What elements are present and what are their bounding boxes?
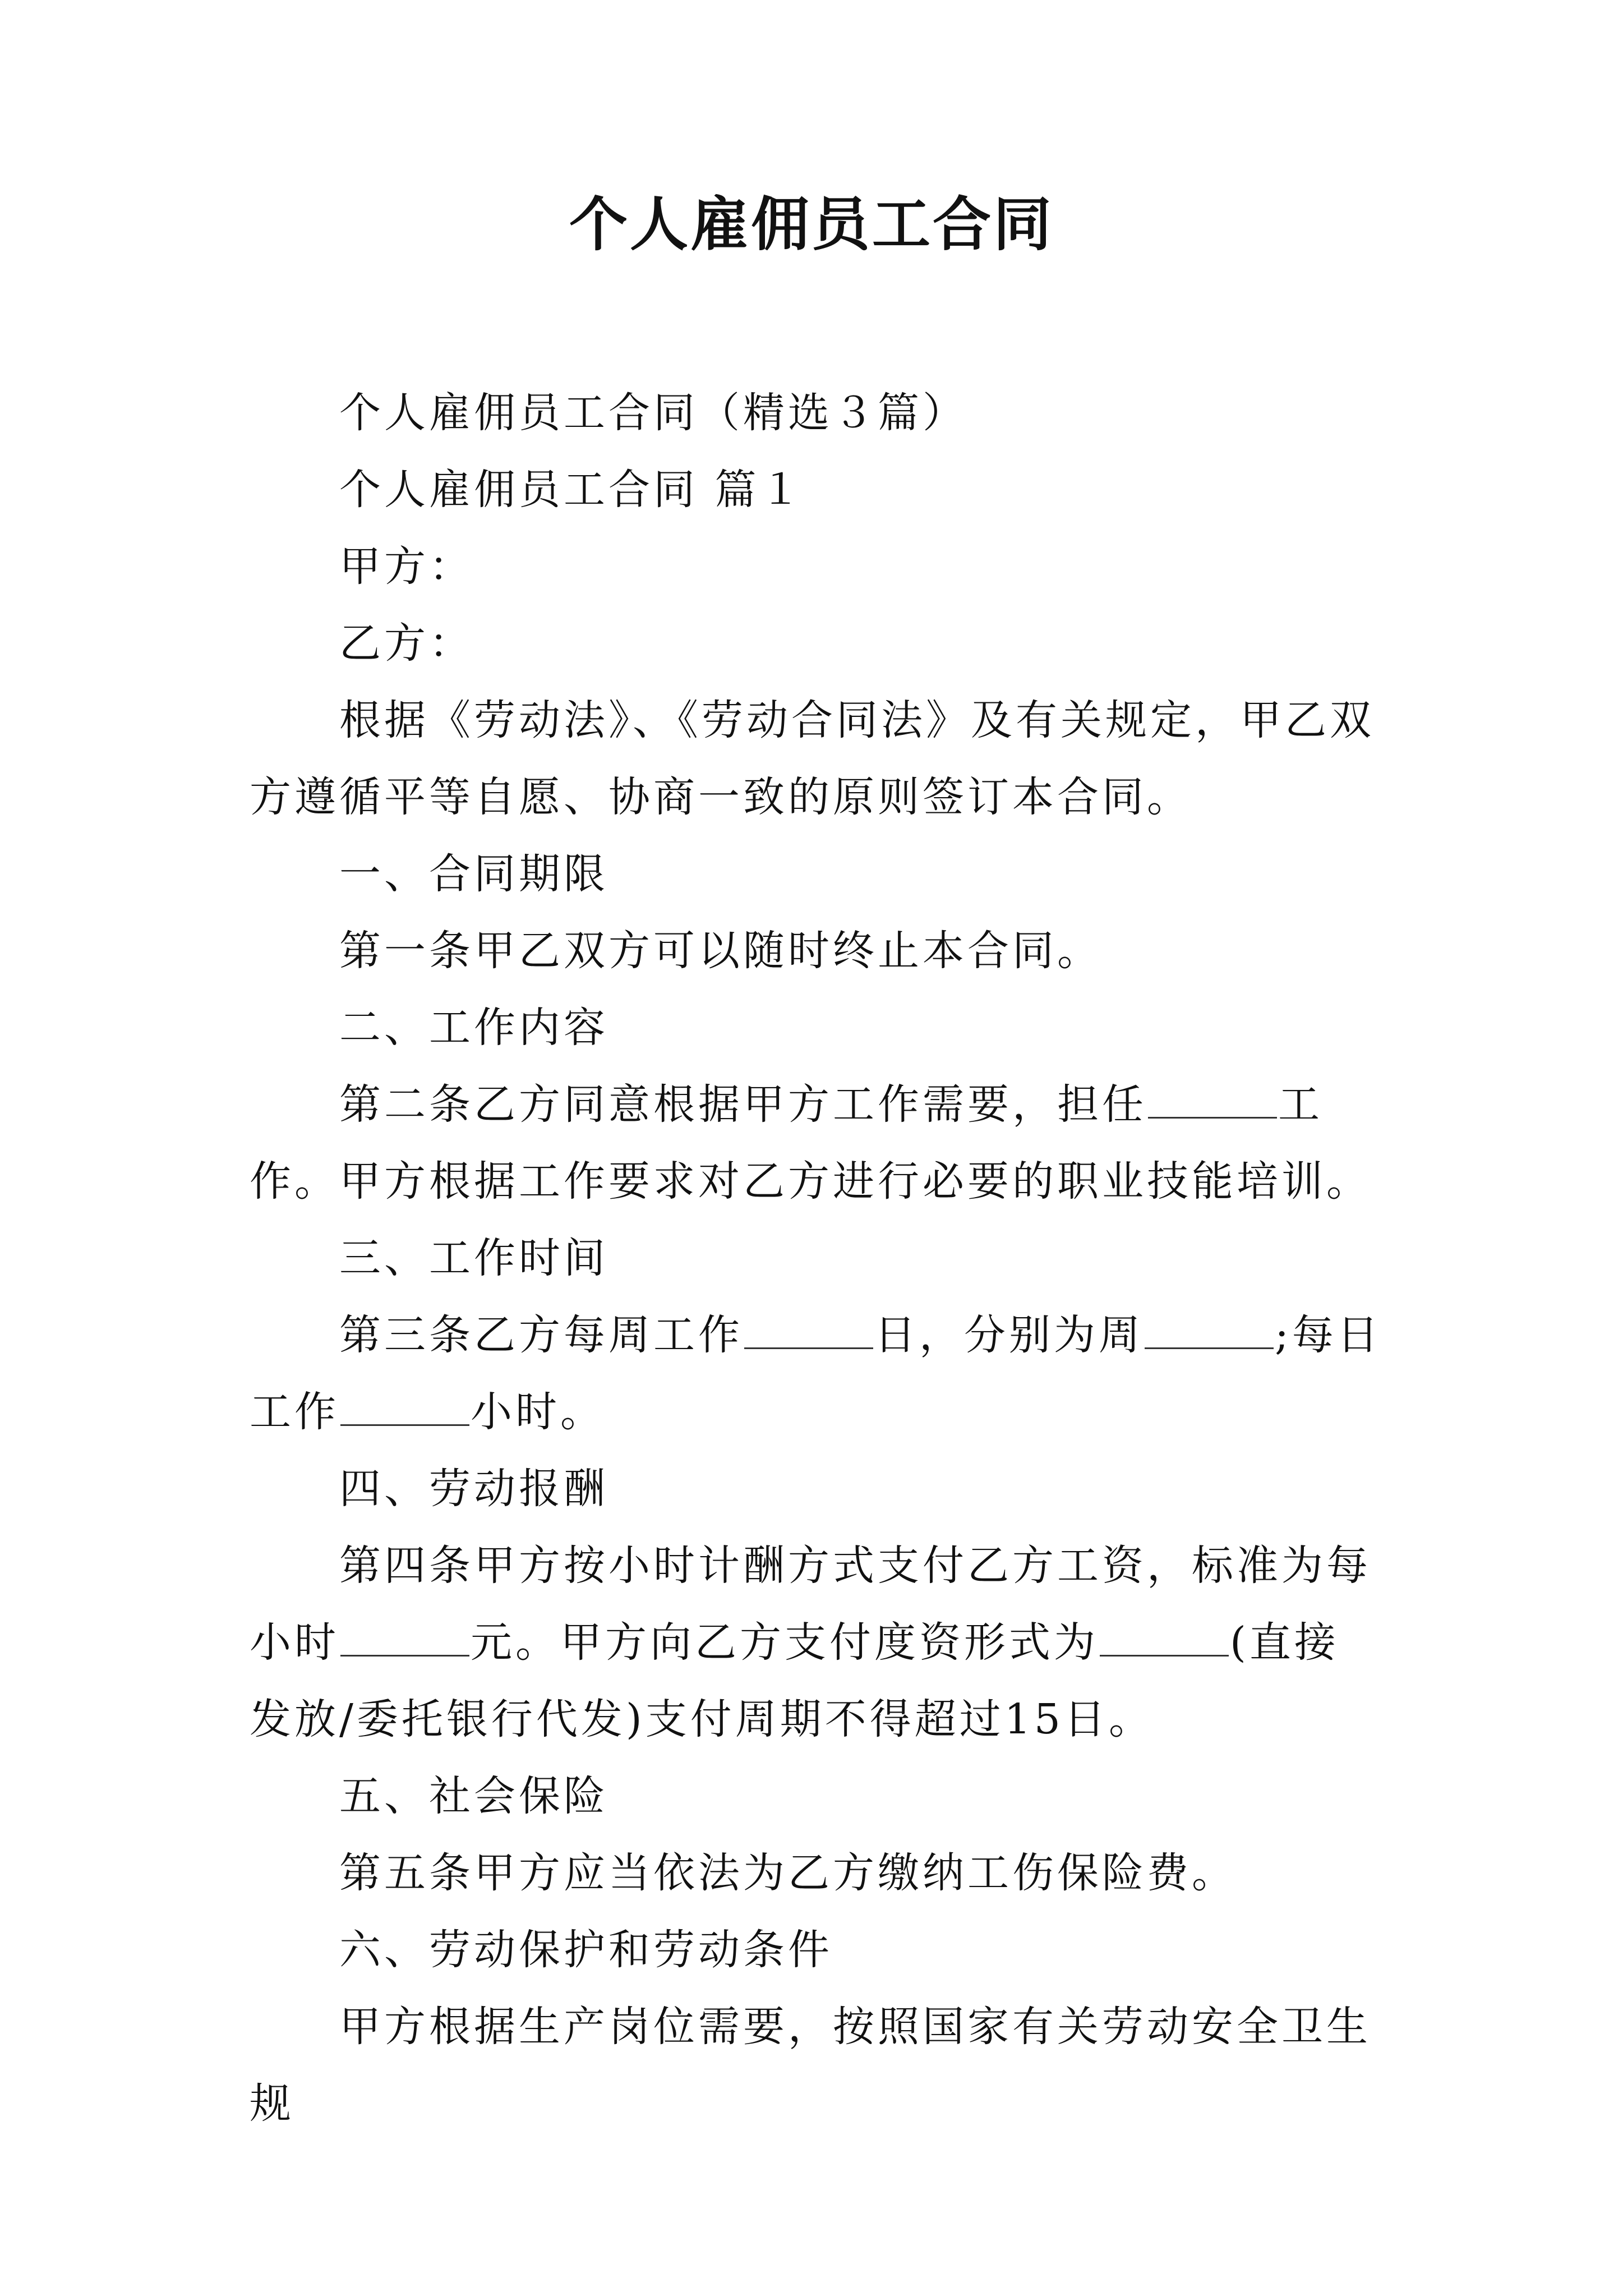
article-2-part-b: 工作。甲方根据工作要求对乙方进行必要的职业技能培训。 bbox=[250, 1080, 1371, 1205]
article-3-part-d: 小时。 bbox=[471, 1388, 605, 1436]
heading-contract-term: 一、合同期限 bbox=[339, 850, 608, 898]
blank-line bbox=[340, 1621, 469, 1657]
document-title: 个人雇佣员工合同 bbox=[569, 190, 1054, 259]
blank-line bbox=[340, 1391, 469, 1426]
document-body bbox=[250, 375, 1382, 2142]
subtitle: 个人雇佣员工合同（精选３篇） bbox=[339, 389, 967, 437]
article-3 bbox=[250, 1297, 1382, 1451]
blank-line bbox=[744, 1314, 873, 1349]
article-2 bbox=[250, 1066, 1382, 1220]
article-2-part-a: 第二条乙方同意根据甲方工作需要，担任 bbox=[339, 1080, 1147, 1129]
blank-line bbox=[1100, 1621, 1229, 1657]
article-3-part-a: 第三条乙方每周工作 bbox=[339, 1311, 743, 1359]
blank-line bbox=[1148, 1083, 1277, 1119]
heading-work-time: 三、工作时间 bbox=[339, 1234, 608, 1282]
article-3-part-b: 日，分别为周 bbox=[874, 1311, 1144, 1359]
article-4-part-c: (直接发放/委托银行代发)支付周期不得超过15日。 bbox=[250, 1618, 1339, 1743]
article-4-part-b: 元。甲方向乙方支付度资形式为 bbox=[471, 1618, 1099, 1667]
intro-paragraph: 根据《劳动法》、《劳动合同法》及有关规定，甲乙双方遵循平等自愿、协商一致的原则签订本合同。 bbox=[250, 696, 1375, 821]
blank-line bbox=[1145, 1314, 1274, 1349]
article-1: 第一条甲乙双方可以随时终止本合同。 bbox=[339, 927, 1102, 975]
party-a-label: 甲方： bbox=[339, 542, 474, 591]
heading-work-content: 二、工作内容 bbox=[339, 1004, 608, 1052]
article-4 bbox=[250, 1527, 1382, 1758]
section-heading: 个人雇佣员工合同 篇１ bbox=[339, 466, 805, 514]
article-4-part-a: 第四条甲方按小时计酬方式支付乙方工资，标准为每小时 bbox=[250, 1542, 1371, 1667]
article-5: 第五条甲方应当依法为乙方缴纳工伤保险费。 bbox=[339, 1849, 1237, 1897]
heading-labor-protection: 六、劳动保护和劳动条件 bbox=[339, 1926, 833, 1974]
heading-remuneration: 四、劳动报酬 bbox=[339, 1465, 608, 1513]
heading-social-insurance: 五、社会保险 bbox=[339, 1772, 608, 1820]
article-6: 甲方根据生产岗位需要，按照国家有关劳动安全卫生规 bbox=[250, 2003, 1371, 2128]
party-b-label: 乙方： bbox=[339, 619, 474, 668]
article-3-part-c: ;每日工作 bbox=[250, 1311, 1382, 1436]
